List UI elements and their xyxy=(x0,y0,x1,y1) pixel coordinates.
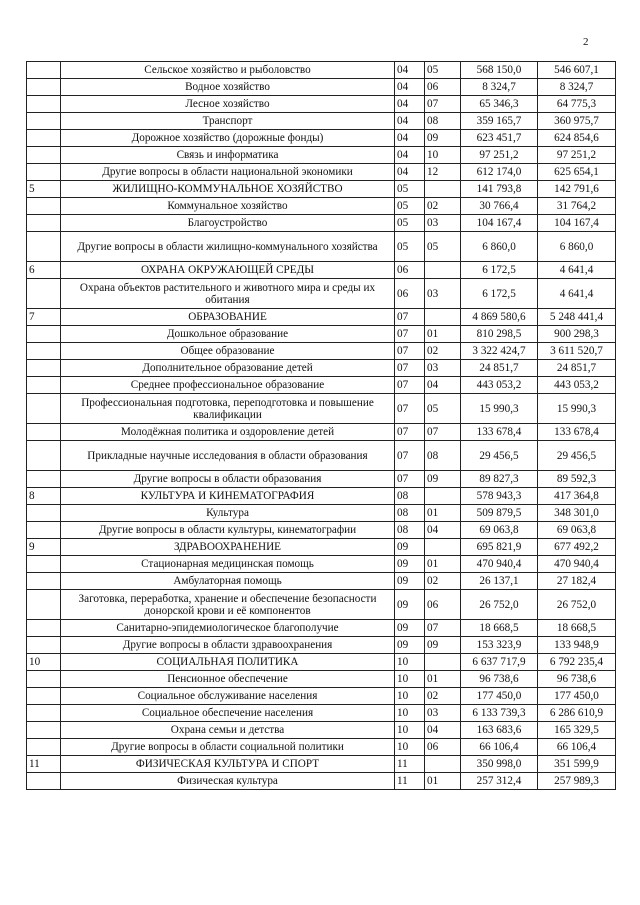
amount-second-year-cell: 351 599,9 xyxy=(538,756,616,773)
row-number-cell xyxy=(27,471,61,488)
row-name-cell: Прикладные научные исследования в области образования xyxy=(61,441,395,471)
subsection-code-cell: 09 xyxy=(425,471,461,488)
section-code-cell: 09 xyxy=(395,573,425,590)
amount-second-year-cell: 24 851,7 xyxy=(538,360,616,377)
row-number-cell: 11 xyxy=(27,756,61,773)
row-name-cell: Общее образование xyxy=(61,343,395,360)
amount-first-year-cell: 623 451,7 xyxy=(461,130,538,147)
amount-second-year-cell: 69 063,8 xyxy=(538,522,616,539)
subsection-code-cell: 05 xyxy=(425,232,461,262)
section-code-cell: 09 xyxy=(395,556,425,573)
table-row xyxy=(27,573,616,590)
budget-table xyxy=(26,61,616,790)
row-number-cell xyxy=(27,441,61,471)
amount-first-year-cell: 66 106,4 xyxy=(461,739,538,756)
section-code-cell: 06 xyxy=(395,279,425,309)
table-row xyxy=(27,441,616,471)
amount-second-year-cell: 64 775,3 xyxy=(538,96,616,113)
subsection-code-cell: 09 xyxy=(425,130,461,147)
section-code-cell: 04 xyxy=(395,113,425,130)
section-code-cell: 10 xyxy=(395,705,425,722)
subsection-code-cell xyxy=(425,181,461,198)
section-code-cell: 06 xyxy=(395,262,425,279)
amount-second-year-cell: 417 364,8 xyxy=(538,488,616,505)
amount-first-year-cell: 6 172,5 xyxy=(461,279,538,309)
section-code-cell: 07 xyxy=(395,360,425,377)
table-row xyxy=(27,488,616,505)
row-number-cell xyxy=(27,326,61,343)
row-number-cell xyxy=(27,590,61,620)
subsection-code-cell: 09 xyxy=(425,637,461,654)
amount-first-year-cell: 257 312,4 xyxy=(461,773,538,790)
page-number: 2 xyxy=(583,36,589,48)
row-number-cell: 9 xyxy=(27,539,61,556)
subsection-code-cell: 10 xyxy=(425,147,461,164)
amount-second-year-cell: 677 492,2 xyxy=(538,539,616,556)
table-row xyxy=(27,705,616,722)
row-name-cell: Охрана семьи и детства xyxy=(61,722,395,739)
amount-second-year-cell: 3 611 520,7 xyxy=(538,343,616,360)
row-number-cell xyxy=(27,79,61,96)
amount-second-year-cell: 165 329,5 xyxy=(538,722,616,739)
table-row xyxy=(27,147,616,164)
subsection-code-cell: 02 xyxy=(425,688,461,705)
amount-first-year-cell: 141 793,8 xyxy=(461,181,538,198)
subsection-code-cell xyxy=(425,488,461,505)
row-name-cell: ОХРАНА ОКРУЖАЮЩЕЙ СРЕДЫ xyxy=(61,262,395,279)
table-row xyxy=(27,394,616,424)
amount-second-year-cell: 133 678,4 xyxy=(538,424,616,441)
table-row xyxy=(27,590,616,620)
subsection-code-cell: 03 xyxy=(425,215,461,232)
row-number-cell xyxy=(27,773,61,790)
table-row xyxy=(27,688,616,705)
subsection-code-cell: 07 xyxy=(425,620,461,637)
section-code-cell: 04 xyxy=(395,79,425,96)
subsection-code-cell: 04 xyxy=(425,522,461,539)
table-row xyxy=(27,343,616,360)
amount-first-year-cell: 29 456,5 xyxy=(461,441,538,471)
amount-first-year-cell: 24 851,7 xyxy=(461,360,538,377)
row-name-cell: Связь и информатика xyxy=(61,147,395,164)
table-row xyxy=(27,326,616,343)
row-name-cell: Пенсионное обеспечение xyxy=(61,671,395,688)
row-number-cell: 6 xyxy=(27,262,61,279)
row-number-cell xyxy=(27,573,61,590)
amount-second-year-cell: 6 286 610,9 xyxy=(538,705,616,722)
section-code-cell: 08 xyxy=(395,522,425,539)
subsection-code-cell: 08 xyxy=(425,441,461,471)
amount-first-year-cell: 96 738,6 xyxy=(461,671,538,688)
subsection-code-cell: 03 xyxy=(425,360,461,377)
subsection-code-cell: 05 xyxy=(425,394,461,424)
section-code-cell: 09 xyxy=(395,620,425,637)
amount-first-year-cell: 4 869 580,6 xyxy=(461,309,538,326)
row-number-cell xyxy=(27,198,61,215)
row-name-cell: Дополнительное образование детей xyxy=(61,360,395,377)
section-code-cell: 09 xyxy=(395,590,425,620)
table-row xyxy=(27,79,616,96)
amount-second-year-cell: 470 940,4 xyxy=(538,556,616,573)
row-number-cell xyxy=(27,522,61,539)
row-number-cell xyxy=(27,279,61,309)
section-code-cell: 10 xyxy=(395,654,425,671)
row-name-cell: Молодёжная политика и оздоровление детей xyxy=(61,424,395,441)
section-code-cell: 11 xyxy=(395,773,425,790)
row-number-cell xyxy=(27,556,61,573)
section-code-cell: 07 xyxy=(395,343,425,360)
table-row xyxy=(27,620,616,637)
row-number-cell xyxy=(27,377,61,394)
row-name-cell: Заготовка, переработка, хранение и обеспечение безопасности донорской крови и её компонентов xyxy=(61,590,395,620)
subsection-code-cell: 12 xyxy=(425,164,461,181)
subsection-code-cell xyxy=(425,539,461,556)
amount-second-year-cell: 348 301,0 xyxy=(538,505,616,522)
row-number-cell xyxy=(27,705,61,722)
section-code-cell: 11 xyxy=(395,756,425,773)
section-code-cell: 08 xyxy=(395,505,425,522)
row-name-cell: Среднее профессиональное образование xyxy=(61,377,395,394)
row-number-cell: 8 xyxy=(27,488,61,505)
section-code-cell: 04 xyxy=(395,130,425,147)
subsection-code-cell: 01 xyxy=(425,505,461,522)
amount-second-year-cell: 66 106,4 xyxy=(538,739,616,756)
row-number-cell xyxy=(27,232,61,262)
amount-second-year-cell: 8 324,7 xyxy=(538,79,616,96)
row-name-cell: Стационарная медицинская помощь xyxy=(61,556,395,573)
section-code-cell: 05 xyxy=(395,198,425,215)
row-number-cell xyxy=(27,164,61,181)
amount-first-year-cell: 509 879,5 xyxy=(461,505,538,522)
row-name-cell: Благоустройство xyxy=(61,215,395,232)
section-code-cell: 10 xyxy=(395,688,425,705)
subsection-code-cell: 07 xyxy=(425,96,461,113)
table-row xyxy=(27,471,616,488)
amount-second-year-cell: 177 450,0 xyxy=(538,688,616,705)
row-number-cell: 10 xyxy=(27,654,61,671)
amount-first-year-cell: 6 637 717,9 xyxy=(461,654,538,671)
table-row xyxy=(27,654,616,671)
table-row xyxy=(27,360,616,377)
row-name-cell: ЗДРАВООХРАНЕНИЕ xyxy=(61,539,395,556)
table-row xyxy=(27,62,616,79)
amount-first-year-cell: 26 137,1 xyxy=(461,573,538,590)
subsection-code-cell xyxy=(425,262,461,279)
table-row xyxy=(27,279,616,309)
row-name-cell: Транспорт xyxy=(61,113,395,130)
amount-second-year-cell: 29 456,5 xyxy=(538,441,616,471)
row-name-cell: Сельское хозяйство и рыболовство xyxy=(61,62,395,79)
row-number-cell xyxy=(27,722,61,739)
subsection-code-cell xyxy=(425,756,461,773)
row-number-cell xyxy=(27,620,61,637)
amount-second-year-cell: 133 948,9 xyxy=(538,637,616,654)
subsection-code-cell: 04 xyxy=(425,377,461,394)
subsection-code-cell: 01 xyxy=(425,671,461,688)
amount-second-year-cell: 443 053,2 xyxy=(538,377,616,394)
row-number-cell xyxy=(27,360,61,377)
row-name-cell: Другие вопросы в области образования xyxy=(61,471,395,488)
amount-first-year-cell: 30 766,4 xyxy=(461,198,538,215)
section-code-cell: 05 xyxy=(395,181,425,198)
subsection-code-cell: 07 xyxy=(425,424,461,441)
amount-second-year-cell: 625 654,1 xyxy=(538,164,616,181)
amount-first-year-cell: 443 053,2 xyxy=(461,377,538,394)
subsection-code-cell: 05 xyxy=(425,62,461,79)
table-row xyxy=(27,232,616,262)
amount-first-year-cell: 6 172,5 xyxy=(461,262,538,279)
table-row xyxy=(27,556,616,573)
table-row xyxy=(27,637,616,654)
amount-second-year-cell: 900 298,3 xyxy=(538,326,616,343)
table-row xyxy=(27,424,616,441)
amount-second-year-cell: 26 752,0 xyxy=(538,590,616,620)
row-number-cell: 7 xyxy=(27,309,61,326)
amount-first-year-cell: 177 450,0 xyxy=(461,688,538,705)
section-code-cell: 09 xyxy=(395,539,425,556)
amount-first-year-cell: 3 322 424,7 xyxy=(461,343,538,360)
row-name-cell: ФИЗИЧЕСКАЯ КУЛЬТУРА И СПОРТ xyxy=(61,756,395,773)
amount-second-year-cell: 546 607,1 xyxy=(538,62,616,79)
table-row xyxy=(27,130,616,147)
subsection-code-cell: 06 xyxy=(425,79,461,96)
row-name-cell: Другие вопросы в области культуры, кинематографии xyxy=(61,522,395,539)
row-name-cell: Другие вопросы в области национальной экономики xyxy=(61,164,395,181)
amount-first-year-cell: 359 165,7 xyxy=(461,113,538,130)
section-code-cell: 10 xyxy=(395,722,425,739)
table-row xyxy=(27,377,616,394)
section-code-cell: 05 xyxy=(395,232,425,262)
amount-second-year-cell: 5 248 441,4 xyxy=(538,309,616,326)
section-code-cell: 10 xyxy=(395,739,425,756)
amount-first-year-cell: 350 998,0 xyxy=(461,756,538,773)
amount-first-year-cell: 470 940,4 xyxy=(461,556,538,573)
subsection-code-cell: 03 xyxy=(425,279,461,309)
row-number-cell xyxy=(27,147,61,164)
row-name-cell: Коммунальное хозяйство xyxy=(61,198,395,215)
amount-first-year-cell: 26 752,0 xyxy=(461,590,538,620)
row-name-cell: Социальное обслуживание населения xyxy=(61,688,395,705)
row-name-cell: Физическая культура xyxy=(61,773,395,790)
row-number-cell xyxy=(27,62,61,79)
row-name-cell: СОЦИАЛЬНАЯ ПОЛИТИКА xyxy=(61,654,395,671)
row-name-cell: ОБРАЗОВАНИЕ xyxy=(61,309,395,326)
row-number-cell xyxy=(27,130,61,147)
amount-second-year-cell: 31 764,2 xyxy=(538,198,616,215)
amount-first-year-cell: 104 167,4 xyxy=(461,215,538,232)
subsection-code-cell: 08 xyxy=(425,113,461,130)
section-code-cell: 04 xyxy=(395,62,425,79)
subsection-code-cell: 01 xyxy=(425,773,461,790)
row-number-cell xyxy=(27,505,61,522)
row-name-cell: Другие вопросы в области здравоохранения xyxy=(61,637,395,654)
table-row xyxy=(27,113,616,130)
row-name-cell: Охрана объектов растительного и животного мира и среды их обитания xyxy=(61,279,395,309)
row-name-cell: Профессиональная подготовка, переподготовка и повышение квалификации xyxy=(61,394,395,424)
section-code-cell: 07 xyxy=(395,441,425,471)
amount-second-year-cell: 6 860,0 xyxy=(538,232,616,262)
row-name-cell: Другие вопросы в области социальной политики xyxy=(61,739,395,756)
amount-second-year-cell: 96 738,6 xyxy=(538,671,616,688)
amount-second-year-cell: 624 854,6 xyxy=(538,130,616,147)
amount-first-year-cell: 97 251,2 xyxy=(461,147,538,164)
amount-first-year-cell: 133 678,4 xyxy=(461,424,538,441)
subsection-code-cell: 01 xyxy=(425,326,461,343)
amount-first-year-cell: 6 133 739,3 xyxy=(461,705,538,722)
amount-second-year-cell: 104 167,4 xyxy=(538,215,616,232)
table-row xyxy=(27,505,616,522)
subsection-code-cell: 06 xyxy=(425,739,461,756)
row-number-cell: 5 xyxy=(27,181,61,198)
subsection-code-cell: 01 xyxy=(425,556,461,573)
section-code-cell: 07 xyxy=(395,326,425,343)
row-name-cell: Социальное обеспечение населения xyxy=(61,705,395,722)
subsection-code-cell: 04 xyxy=(425,722,461,739)
amount-second-year-cell: 4 641,4 xyxy=(538,279,616,309)
amount-first-year-cell: 695 821,9 xyxy=(461,539,538,556)
budget-table-body xyxy=(27,62,616,790)
table-row xyxy=(27,181,616,198)
row-name-cell: Водное хозяйство xyxy=(61,79,395,96)
amount-first-year-cell: 6 860,0 xyxy=(461,232,538,262)
row-name-cell: Амбулаторная помощь xyxy=(61,573,395,590)
row-number-cell xyxy=(27,113,61,130)
amount-first-year-cell: 568 150,0 xyxy=(461,62,538,79)
amount-first-year-cell: 163 683,6 xyxy=(461,722,538,739)
row-number-cell xyxy=(27,739,61,756)
table-row xyxy=(27,164,616,181)
amount-second-year-cell: 4 641,4 xyxy=(538,262,616,279)
section-code-cell: 10 xyxy=(395,671,425,688)
amount-second-year-cell: 257 989,3 xyxy=(538,773,616,790)
row-name-cell: Дорожное хозяйство (дорожные фонды) xyxy=(61,130,395,147)
row-number-cell xyxy=(27,688,61,705)
row-number-cell xyxy=(27,215,61,232)
table-row xyxy=(27,96,616,113)
amount-first-year-cell: 15 990,3 xyxy=(461,394,538,424)
table-row xyxy=(27,756,616,773)
subsection-code-cell xyxy=(425,654,461,671)
row-number-cell xyxy=(27,424,61,441)
amount-second-year-cell: 27 182,4 xyxy=(538,573,616,590)
table-row xyxy=(27,773,616,790)
row-name-cell: Дошкольное образование xyxy=(61,326,395,343)
section-code-cell: 05 xyxy=(395,215,425,232)
section-code-cell: 07 xyxy=(395,309,425,326)
amount-first-year-cell: 89 827,3 xyxy=(461,471,538,488)
subsection-code-cell: 03 xyxy=(425,705,461,722)
amount-first-year-cell: 810 298,5 xyxy=(461,326,538,343)
amount-first-year-cell: 8 324,7 xyxy=(461,79,538,96)
amount-first-year-cell: 69 063,8 xyxy=(461,522,538,539)
section-code-cell: 07 xyxy=(395,424,425,441)
row-name-cell: ЖИЛИЩНО-КОММУНАЛЬНОЕ ХОЗЯЙСТВО xyxy=(61,181,395,198)
row-name-cell: Другие вопросы в области жилищно-коммунального хозяйства xyxy=(61,232,395,262)
amount-first-year-cell: 612 174,0 xyxy=(461,164,538,181)
subsection-code-cell: 02 xyxy=(425,198,461,215)
amount-second-year-cell: 6 792 235,4 xyxy=(538,654,616,671)
row-name-cell: Санитарно-эпидемиологическое благополучие xyxy=(61,620,395,637)
table-row xyxy=(27,309,616,326)
subsection-code-cell: 06 xyxy=(425,590,461,620)
table-row xyxy=(27,198,616,215)
row-name-cell: Лесное хозяйство xyxy=(61,96,395,113)
amount-second-year-cell: 97 251,2 xyxy=(538,147,616,164)
section-code-cell: 09 xyxy=(395,637,425,654)
amount-first-year-cell: 578 943,3 xyxy=(461,488,538,505)
row-number-cell xyxy=(27,637,61,654)
row-number-cell xyxy=(27,96,61,113)
table-row xyxy=(27,739,616,756)
section-code-cell: 04 xyxy=(395,164,425,181)
section-code-cell: 07 xyxy=(395,394,425,424)
row-name-cell: Культура xyxy=(61,505,395,522)
subsection-code-cell: 02 xyxy=(425,343,461,360)
amount-first-year-cell: 153 323,9 xyxy=(461,637,538,654)
amount-second-year-cell: 360 975,7 xyxy=(538,113,616,130)
subsection-code-cell xyxy=(425,309,461,326)
amount-first-year-cell: 18 668,5 xyxy=(461,620,538,637)
amount-second-year-cell: 18 668,5 xyxy=(538,620,616,637)
row-number-cell xyxy=(27,394,61,424)
row-name-cell: КУЛЬТУРА И КИНЕМАТОГРАФИЯ xyxy=(61,488,395,505)
row-number-cell xyxy=(27,671,61,688)
table-row xyxy=(27,722,616,739)
amount-second-year-cell: 15 990,3 xyxy=(538,394,616,424)
table-row xyxy=(27,215,616,232)
section-code-cell: 04 xyxy=(395,147,425,164)
table-row xyxy=(27,671,616,688)
section-code-cell: 04 xyxy=(395,96,425,113)
section-code-cell: 08 xyxy=(395,488,425,505)
table-row xyxy=(27,522,616,539)
row-number-cell xyxy=(27,343,61,360)
amount-second-year-cell: 89 592,3 xyxy=(538,471,616,488)
amount-second-year-cell: 142 791,6 xyxy=(538,181,616,198)
table-row xyxy=(27,539,616,556)
section-code-cell: 07 xyxy=(395,377,425,394)
table-row xyxy=(27,262,616,279)
subsection-code-cell: 02 xyxy=(425,573,461,590)
amount-first-year-cell: 65 346,3 xyxy=(461,96,538,113)
section-code-cell: 07 xyxy=(395,471,425,488)
